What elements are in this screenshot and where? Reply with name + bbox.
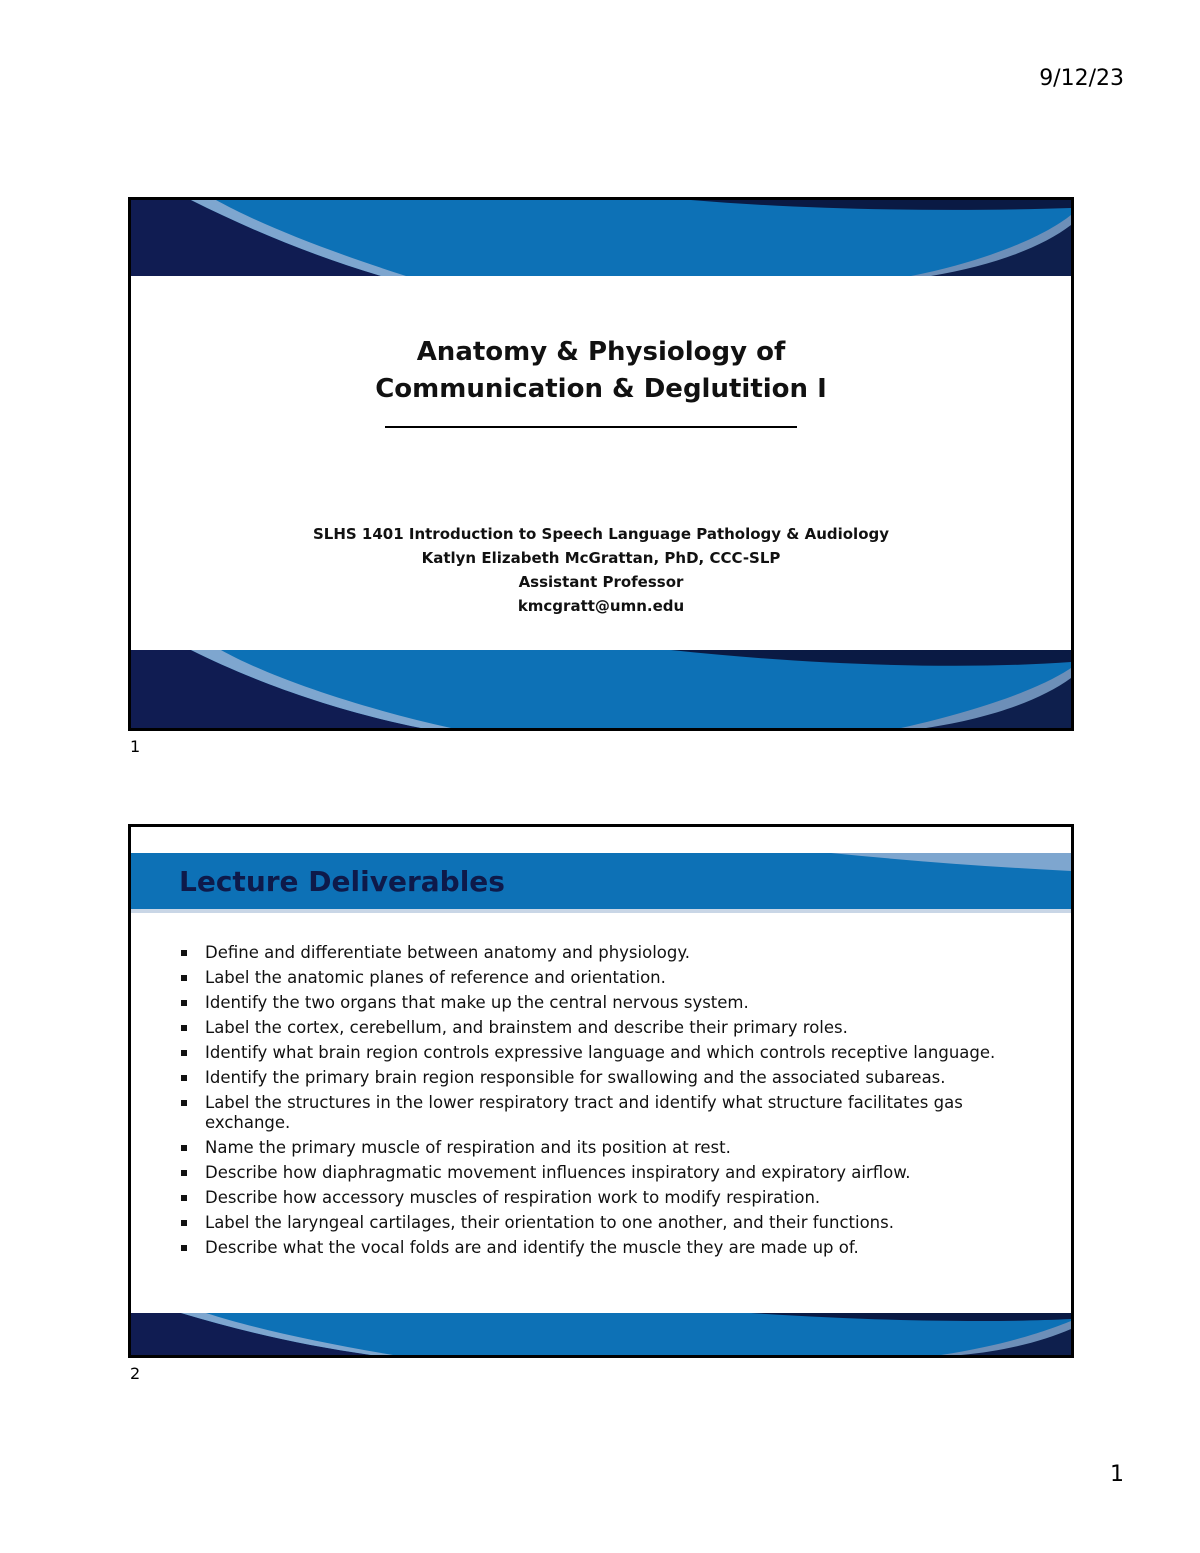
list-item-text: Describe what the vocal folds are and identify the muscle they are made up of.	[205, 1238, 859, 1257]
list-item	[179, 1188, 1039, 1208]
list-item	[179, 968, 1039, 988]
title-divider	[385, 426, 797, 428]
list-item	[179, 993, 1039, 1013]
bullet-icon	[181, 975, 187, 981]
bullet-icon	[181, 1075, 187, 1081]
bullet-icon	[181, 1195, 187, 1201]
list-item	[179, 943, 1039, 963]
slide-number-1: 1	[130, 737, 141, 756]
list-item-text: Label the anatomic planes of reference and orientation.	[205, 968, 666, 987]
presenter-name: Katlyn Elizabeth McGrattan, PhD, CCC-SLP	[421, 549, 781, 567]
list-item-text: Label the cortex, cerebellum, and brainstem and describe their primary roles.	[205, 1018, 848, 1037]
list-item-text: Define and differentiate between anatomy and physiology.	[205, 943, 691, 962]
list-item-text: Label the laryngeal cartilages, their orientation to one another, and their functions.	[205, 1213, 894, 1232]
bullet-icon	[181, 1245, 187, 1251]
page-date: 9/12/23	[1039, 66, 1124, 91]
bullet-icon	[181, 1025, 187, 1031]
list-item-text: Identify what brain region controls expressive language and which controls receptive language.	[205, 1043, 996, 1062]
bottom-wave-band	[131, 1313, 1071, 1355]
list-item	[179, 1213, 1039, 1233]
bullet-icon	[181, 1170, 187, 1176]
list-item-text: Describe how diaphragmatic movement influences inspiratory and expiratory airflow.	[205, 1163, 911, 1182]
title-line-2: Communication & Deglutition I	[375, 374, 827, 404]
bullet-icon	[181, 1100, 187, 1106]
slide-objectives	[128, 824, 1074, 1358]
top-wave-band	[131, 200, 1071, 276]
bullet-icon	[181, 1145, 187, 1151]
title-line-1: Anatomy & Physiology of	[416, 337, 786, 367]
list-item	[179, 1093, 1039, 1133]
bullet-icon	[181, 950, 187, 956]
slide-number-2: 2	[130, 1364, 141, 1383]
list-item-text: Label the structures in the lower respiratory tract and identify what structure facilitates gas exchange.	[205, 1093, 963, 1132]
bottom-wave-band	[131, 650, 1071, 728]
slide-title-text	[131, 334, 1071, 408]
slide-heading: Lecture Deliverables	[179, 865, 505, 898]
list-item-text: Identify the primary brain region responsible for swallowing and the associated subareas.	[205, 1068, 946, 1087]
presenter-email: kmcgratt@umn.edu	[517, 597, 685, 615]
bullet-icon	[181, 1000, 187, 1006]
list-item-text: Identify the two organs that make up the central nervous system.	[205, 993, 749, 1012]
course-name: SLHS 1401 Introduction to Speech Language Pathology & Audiology	[312, 525, 890, 543]
bullet-icon	[181, 1050, 187, 1056]
page-number: 1	[1110, 1462, 1124, 1487]
course-info	[131, 522, 1071, 618]
list-item	[179, 1138, 1039, 1158]
list-item	[179, 1163, 1039, 1183]
list-item	[179, 1018, 1039, 1038]
slide-title	[128, 197, 1074, 731]
presenter-title: Assistant Professor	[518, 573, 684, 591]
list-item	[179, 1043, 1039, 1063]
list-item-text: Describe how accessory muscles of respiration work to modify respiration.	[205, 1188, 821, 1207]
bullet-icon	[181, 1220, 187, 1226]
list-item	[179, 1068, 1039, 1088]
list-item	[179, 1238, 1039, 1258]
objectives-list	[179, 943, 1039, 1263]
list-item-text: Name the primary muscle of respiration and its position at rest.	[205, 1138, 731, 1157]
